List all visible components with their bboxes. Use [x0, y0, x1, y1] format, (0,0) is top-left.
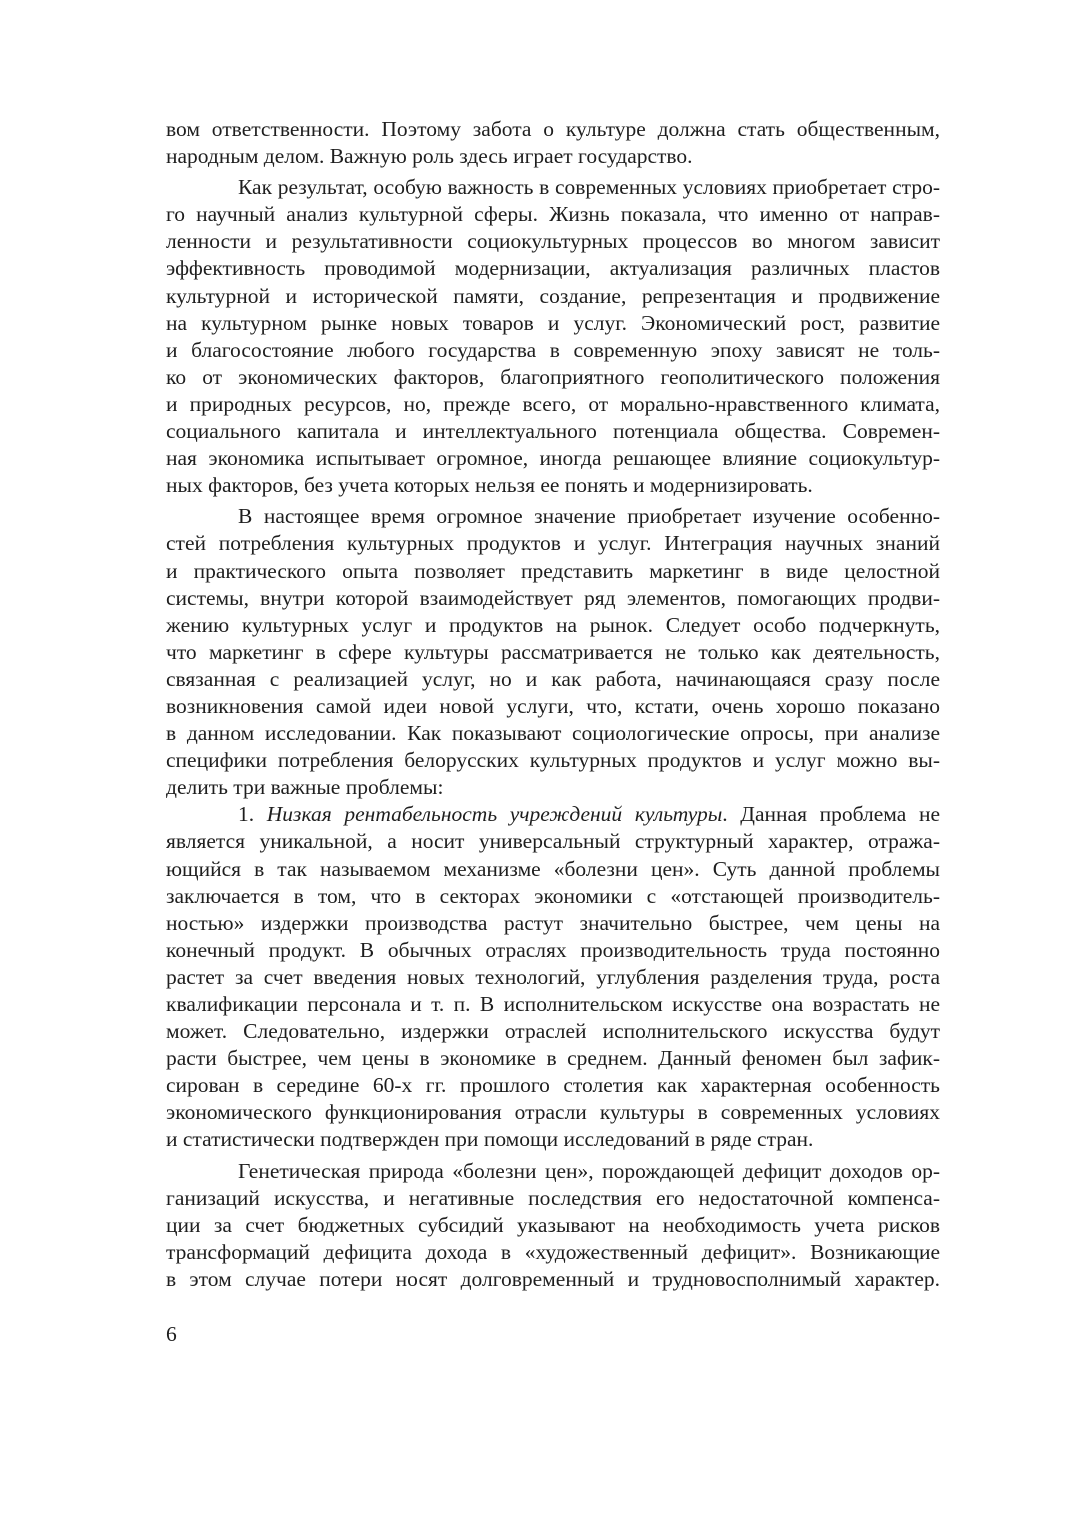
text-line: трансформаций дефицита дохода в «художественный дефицит». Возникающие: [166, 1239, 940, 1264]
text-line: возникновения самой идеи новой услуги, что, кстати, очень хорошо показано: [166, 693, 940, 718]
text-line: расти быстрее, чем цены в экономике в среднем. Данный феномен был зафик-: [166, 1046, 940, 1071]
paragraph: [166, 503, 940, 801]
text-line: может. Следовательно, издержки отраслей исполнительского искусства будут: [166, 1019, 940, 1044]
text-line: системы, внутри которой взаимодействует ряд элементов, помогающих продви-: [166, 585, 940, 610]
text-line: ленности и результативности социокультурных процессов во многом зависит: [166, 229, 940, 254]
paragraph: [166, 1158, 940, 1293]
text-line: В настоящее время огромное значение приобретает изучение особенно-: [238, 504, 940, 529]
text-line: народным делом. Важную роль здесь играет государство.: [166, 144, 693, 169]
text-line: делить три важные проблемы:: [166, 775, 444, 800]
text-line: культурной и исторической памяти, создание, репрезентация и продвижение: [166, 283, 940, 308]
text-line: в этом случае потери носят долговременный и трудновосполнимый характер.: [166, 1266, 940, 1291]
text-line: вом ответственности. Поэтому забота о культуре должна стать общественным,: [166, 117, 940, 141]
paragraph: [166, 116, 940, 170]
paragraph: [166, 174, 940, 499]
text-line: Как результат, особую важность в современных условиях приобретает стро-: [238, 175, 940, 200]
text-line: эффективность проводимой модернизации, актуализация различных пластов: [166, 256, 940, 281]
text-line: экономического функционирования отрасли культуры в современных условиях: [166, 1100, 940, 1125]
text-line: конечный продукт. В обычных отраслях производительность труда постоянно: [166, 937, 940, 962]
text-line: растет за счет введения новых технологий, углубления разделения труда, роста: [166, 964, 940, 989]
page-number: 6: [166, 1322, 177, 1346]
text-line: специфики потребления белорусских культурных продуктов и услуг можно вы-: [166, 748, 940, 773]
text-line: и природных ресурсов, но, прежде всего, от морально-нравственного климата,: [166, 391, 940, 416]
text-line: квалификации персонала и т. п. В исполнительском искусстве она возрастать не: [166, 992, 940, 1016]
text-line: ко от экономических факторов, благоприятного геополитического положения: [166, 364, 940, 389]
italic-phrase: Низкая рентабельность учреждений культуры: [266, 802, 723, 827]
text-line: ностью» издержки производства растут значительно быстрее, чем цены на: [166, 910, 940, 935]
list-item: [166, 801, 940, 1153]
list-number: 1.: [238, 802, 255, 827]
page-body: [166, 116, 940, 1297]
text-line: что маркетинг в сфере культуры рассматривается не только как деятельность,: [166, 639, 940, 664]
text-line: ющийся в так называемом механизме «болезни цен». Суть данной проблемы: [166, 856, 940, 881]
text-line: заключается в том, что в секторах экономики с «отстающей производитель-: [166, 883, 940, 908]
text-line: ных факторов, без учета которых нельзя ее понять и модернизировать.: [166, 473, 813, 498]
text-line: ции за счет бюджетных субсидий указывают на необходимость учета рисков: [166, 1212, 940, 1237]
text-line: на культурном рынке новых товаров и услуг. Экономический рост, развитие: [166, 310, 940, 335]
text-line: ная экономика испытывает огромное, иногда решающее влияние социокультур-: [166, 446, 940, 471]
text-line: социального капитала и интеллектуального потенциала общества. Современ-: [166, 419, 940, 444]
text-line: стей потребления культурных продуктов и услуг. Интеграция научных знаний: [166, 531, 940, 556]
text-line: Генетическая природа «болезни цен», порождающей дефицит доходов ор-: [238, 1158, 940, 1183]
text-line: и практического опыта позволяет представить маркетинг в виде целостной: [166, 558, 940, 583]
text-line: является уникальной, а носит универсальный структурный характер, отража-: [166, 829, 940, 854]
text-line: сирован в середине 60-х гг. прошлого столетия как характерная особенность: [166, 1073, 940, 1098]
text-line: в данном исследовании. Как показывают социологические опросы, при анализе: [166, 721, 940, 746]
text-line: и статистически подтвержден при помощи исследований в ряде стран.: [166, 1127, 814, 1152]
text-line: 1. Низкая рентабельность учреждений культуры. Данная проблема не: [238, 802, 940, 827]
text-line: связанная с реализацией услуг, но и как работа, начинающаяся сразу после: [166, 666, 940, 691]
text-line: ганизаций искусства, и негативные последствия его недостаточной компенса-: [166, 1185, 940, 1210]
text-line: и благосостояние любого государства в современную эпоху зависят не толь-: [166, 337, 940, 362]
text-line: го научный анализ культурной сферы. Жизнь показала, что именно от направ-: [166, 202, 940, 227]
text-line: жению культурных услуг и продуктов на рынок. Следует особо подчеркнуть,: [166, 612, 940, 637]
